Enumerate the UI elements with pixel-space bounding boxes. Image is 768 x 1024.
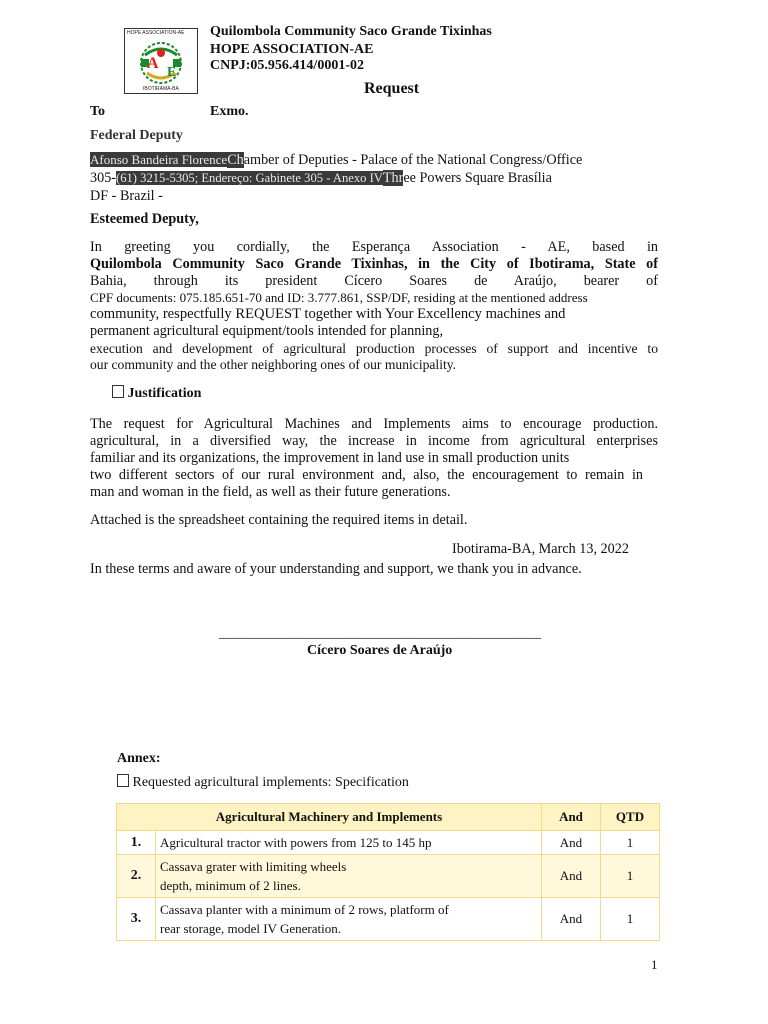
body-line-1: In greeting you cordially, the Esperança Association - AE, based in xyxy=(90,239,658,255)
to-label: To xyxy=(90,104,106,119)
header-cnpj: CNPJ:05.956.414/0001-02 xyxy=(210,58,364,73)
place-date: Ibotirama-BA, March 13, 2022 xyxy=(452,541,629,557)
recipient-title: Federal Deputy xyxy=(90,128,183,143)
justification-line-1: The request for Agricultural Machines and Implements aims to encourage production. xyxy=(90,416,658,432)
row-number: 3. xyxy=(117,898,156,941)
exmo-label: Exmo. xyxy=(210,104,249,119)
row-description: Cassava planter with a minimum of 2 rows, platform of rear storage, model IV Generation. xyxy=(156,898,542,941)
logo-top-text: HOPE ASSOCIATION-AE xyxy=(127,30,185,36)
logo-letter-a: A xyxy=(147,55,159,72)
logo-bottom-text: IBOTIRAMA-BA xyxy=(143,86,179,92)
header-community: Quilombola Community Saco Grande Tixinhas xyxy=(210,24,492,39)
body-line-8: our community and the other neighboring ones of our municipality. xyxy=(90,357,457,372)
table-row xyxy=(117,831,660,855)
body-line-5: community, respectfully REQUEST together with Your Excellency machines and xyxy=(90,306,566,322)
header-association: HOPE ASSOCIATION-AE xyxy=(210,42,374,57)
row-number: 2. xyxy=(117,855,156,898)
redacted-name: Afonso Bandeira Florence xyxy=(90,152,228,167)
redacted-contact: (61) 3215-5305; Endereço: Gabinete 305 - Anexo IV xyxy=(116,171,383,185)
attached-note: Attached is the spreadsheet containing the required items in detail. xyxy=(90,512,468,528)
justification-line-2: agricultural, in a diversified way, the increase in income from agricultural enterprises xyxy=(90,433,658,449)
closing-text: In these terms and aware of your understanding and support, we thank you in advance. xyxy=(90,561,582,577)
redacted-overlap-1: Ch xyxy=(227,152,244,168)
table-row xyxy=(117,898,660,941)
checkbox-icon xyxy=(112,385,124,398)
address-line-2: 305-(61) 3215-5305; Endereço: Gabinete 305 - Anexo IVThree Powers Square Brasília xyxy=(90,170,552,186)
logo-letter-e: E xyxy=(167,65,177,80)
body-line-6: permanent agricultural equipment/tools intended for planning, xyxy=(90,323,444,339)
row-qtd: 1 xyxy=(601,831,660,855)
page-number: 1 xyxy=(651,957,658,972)
row-and: And xyxy=(542,898,601,941)
document-title: Request xyxy=(364,80,420,97)
table-header-qtd: QTD xyxy=(601,804,660,831)
table-header-item: Agricultural Machinery and Implements xyxy=(117,804,542,831)
justification-line-4: two different sectors of our rural environment and, also, the encouragement to remain in xyxy=(90,467,643,483)
checkbox-icon xyxy=(117,774,129,787)
body-line-3: Bahia, through its president Cícero Soares de Araújo, bearer of xyxy=(90,273,658,289)
row-qtd: 1 xyxy=(601,855,660,898)
signature-line: ______________________________________________ xyxy=(219,626,541,641)
signatory-name: Cícero Soares de Araújo xyxy=(307,643,453,658)
association-logo xyxy=(124,28,198,94)
redacted-overlap-2: Thr xyxy=(382,170,404,186)
annex-subtitle: Requested agricultural implements: Specification xyxy=(117,774,409,791)
address-line-1: Afonso Bandeira FlorenceChamber of Deputies - Palace of the National Congress/Office xyxy=(90,152,583,168)
logo-emblem-icon xyxy=(125,29,197,93)
body-line-7: execution and development of agricultural production processes of support and incentive to xyxy=(90,341,658,356)
salutation: Esteemed Deputy, xyxy=(90,211,199,227)
implements-table xyxy=(116,803,660,941)
justification-line-5: man and woman in the field, as well as their future generations. xyxy=(90,484,451,500)
table-header-row xyxy=(117,804,660,831)
justification-line-3: familiar and its organizations, the improvement in land use in small production units xyxy=(90,450,570,466)
row-description: Cassava grater with limiting wheels depth, minimum of 2 lines. xyxy=(156,855,542,898)
annex-label: Annex: xyxy=(117,751,161,766)
row-description: Agricultural tractor with powers from 125 to 145 hp xyxy=(156,831,542,855)
body-line-2: Quilombola Community Saco Grande Tixinhas, in the City of Ibotirama, State of xyxy=(90,256,658,272)
address-line-3: DF - Brazil - xyxy=(90,188,163,204)
table-header-and: And xyxy=(542,804,601,831)
row-and: And xyxy=(542,831,601,855)
row-number: 1. xyxy=(117,831,156,855)
table-row xyxy=(117,855,660,898)
body-line-4: CPF documents: 075.185.651-70 and ID: 3.777.861, SSP/DF, residing at the mentioned address xyxy=(90,290,588,305)
row-qtd: 1 xyxy=(601,898,660,941)
row-and: And xyxy=(542,855,601,898)
justification-heading: Justification xyxy=(112,385,201,402)
